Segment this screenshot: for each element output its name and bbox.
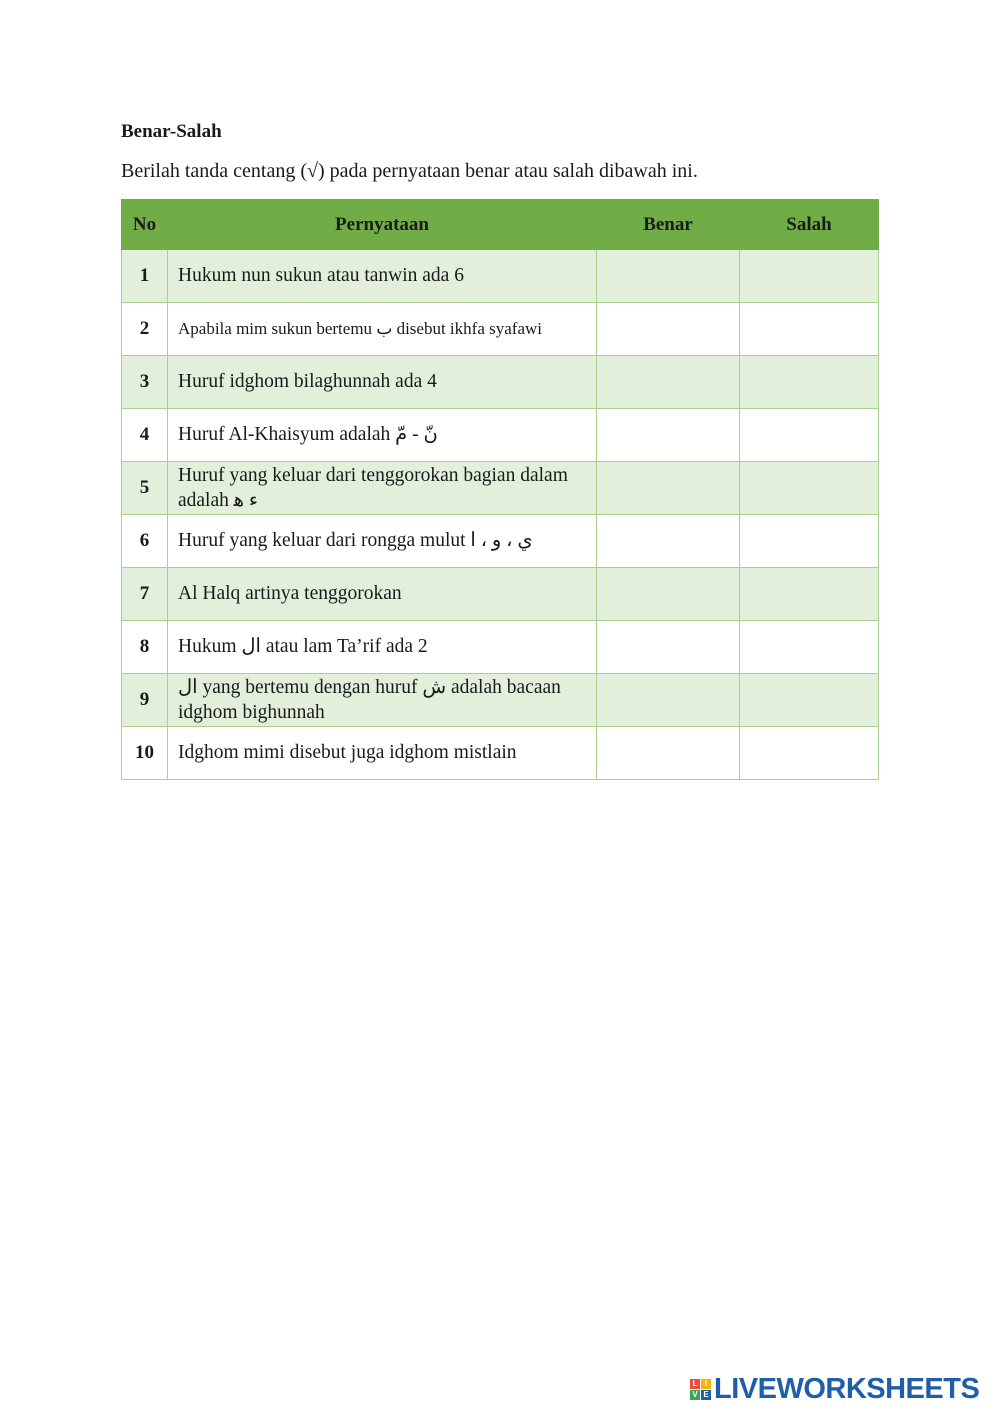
false-answer-cell[interactable] [740, 568, 879, 621]
logo-badge-letter: V [690, 1390, 700, 1400]
table-row [122, 621, 879, 674]
table-row [122, 462, 879, 515]
false-answer-cell[interactable] [740, 674, 879, 727]
table-row [122, 250, 879, 303]
true-answer-cell[interactable] [597, 462, 740, 515]
row-number: 2 [122, 303, 168, 356]
table-row [122, 674, 879, 727]
statement-text: Huruf yang keluar dari rongga mulut ي ، و ، ا [168, 515, 597, 568]
table-row [122, 303, 879, 356]
row-number: 3 [122, 356, 168, 409]
false-answer-cell[interactable] [740, 727, 879, 780]
logo-badge-icon [690, 1379, 711, 1400]
true-answer-cell[interactable] [597, 356, 740, 409]
true-answer-cell[interactable] [597, 727, 740, 780]
true-false-table [121, 199, 879, 780]
false-answer-cell[interactable] [740, 356, 879, 409]
logo-badge-letter: E [701, 1390, 711, 1400]
true-answer-cell[interactable] [597, 409, 740, 462]
statement-text: Hukum nun sukun atau tanwin ada 6 [168, 250, 597, 303]
table-row [122, 727, 879, 780]
statement-text: ال yang bertemu dengan huruf ش adalah bacaan idghom bighunnah [168, 674, 597, 727]
logo-badge-letter: I [701, 1379, 711, 1389]
false-answer-cell[interactable] [740, 250, 879, 303]
statement-text: Huruf Al-Khaisyum adalah نّ - مّ [168, 409, 597, 462]
table-row [122, 356, 879, 409]
row-number: 9 [122, 674, 168, 727]
table-row [122, 515, 879, 568]
logo-badge-letter: L [690, 1379, 700, 1389]
table-header-row [122, 200, 879, 250]
row-number: 10 [122, 727, 168, 780]
row-number: 4 [122, 409, 168, 462]
header-no: No [122, 200, 168, 250]
true-answer-cell[interactable] [597, 568, 740, 621]
row-number: 6 [122, 515, 168, 568]
true-answer-cell[interactable] [597, 674, 740, 727]
table-row [122, 568, 879, 621]
statement-text: Hukum ال atau lam Ta’rif ada 2 [168, 621, 597, 674]
header-true: Benar [597, 200, 740, 250]
statement-text: Huruf idghom bilaghunnah ada 4 [168, 356, 597, 409]
logo-text: LIVEWORKSHEETS [714, 1372, 980, 1405]
false-answer-cell[interactable] [740, 462, 879, 515]
true-answer-cell[interactable] [597, 250, 740, 303]
statement-text: Al Halq artinya tenggorokan [168, 568, 597, 621]
header-false: Salah [740, 200, 879, 250]
row-number: 8 [122, 621, 168, 674]
statement-text: Apabila mim sukun bertemu ب disebut ikhfa syafawi [168, 303, 597, 356]
row-number: 7 [122, 568, 168, 621]
row-number: 1 [122, 250, 168, 303]
table-row [122, 409, 879, 462]
header-statement: Pernyataan [168, 200, 597, 250]
false-answer-cell[interactable] [740, 621, 879, 674]
true-answer-cell[interactable] [597, 621, 740, 674]
false-answer-cell[interactable] [740, 303, 879, 356]
liveworksheets-logo[interactable] [690, 1373, 979, 1405]
statement-text: Huruf yang keluar dari tenggorokan bagian dalam adalah ء ﻫ [168, 462, 597, 515]
true-answer-cell[interactable] [597, 515, 740, 568]
instruction-text: Berilah tanda centang (√) pada pernyataan benar atau salah dibawah ini. [121, 160, 698, 182]
statement-text: Idghom mimi disebut juga idghom mistlain [168, 727, 597, 780]
true-answer-cell[interactable] [597, 303, 740, 356]
row-number: 5 [122, 462, 168, 515]
page-title: Benar-Salah [121, 121, 222, 142]
false-answer-cell[interactable] [740, 515, 879, 568]
false-answer-cell[interactable] [740, 409, 879, 462]
